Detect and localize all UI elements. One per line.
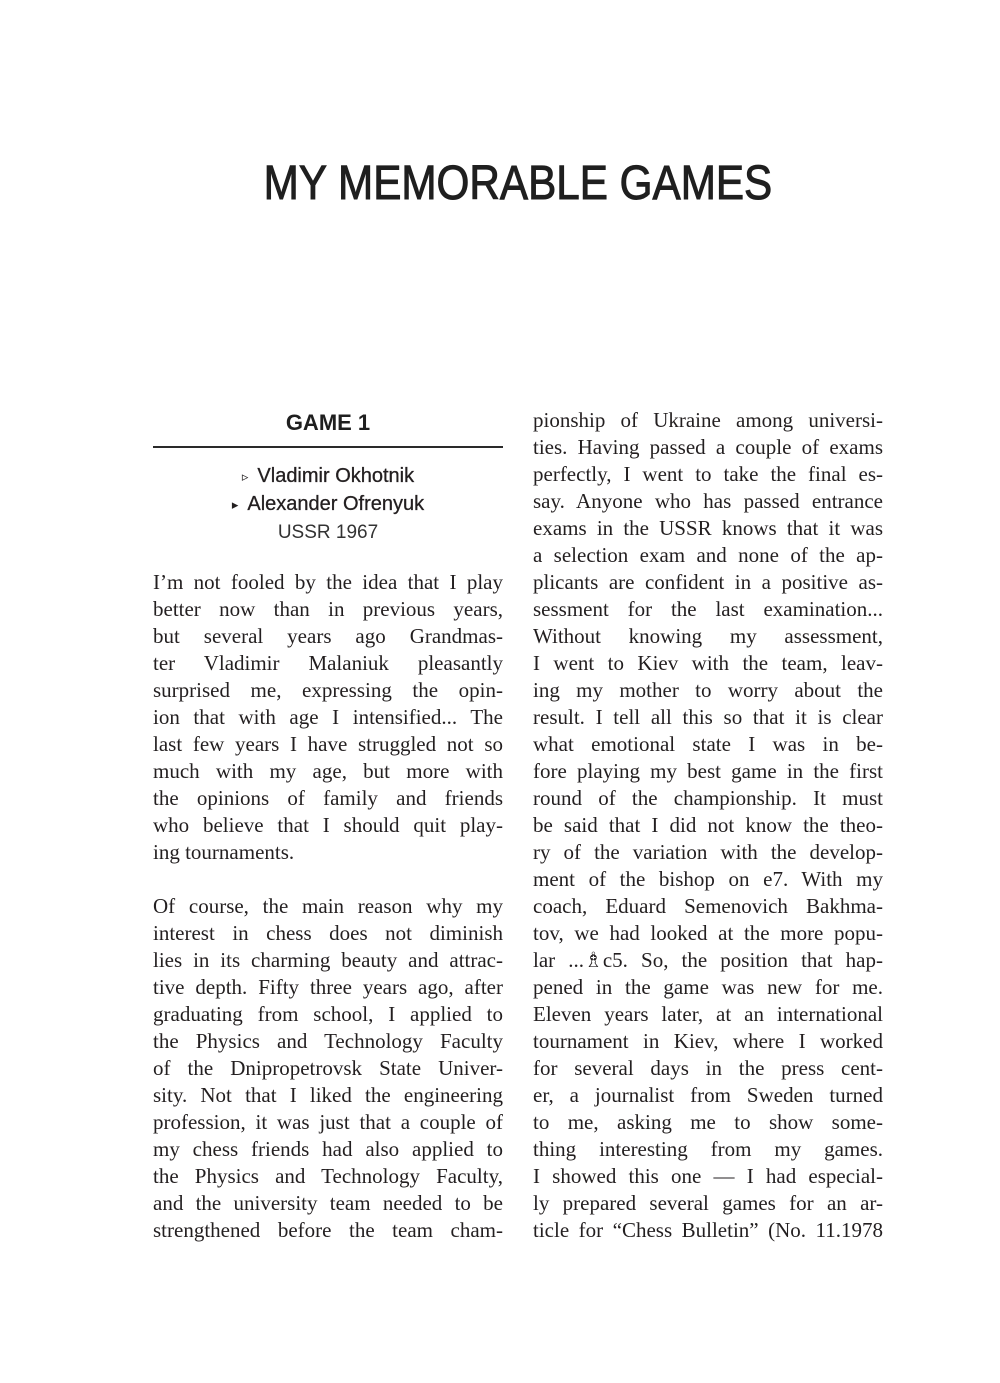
text-line: ion that with age I intensified... The: [153, 705, 503, 729]
text-line: I went to Kiev with the team, leav-: [533, 651, 883, 675]
text-line: for several days in the press cent-: [533, 1056, 883, 1080]
text-line: Of course, the main reason why my: [153, 894, 503, 918]
text-line: but several years ago Grandmas-: [153, 624, 503, 648]
text-line: thing interesting from my games.: [533, 1137, 883, 1161]
player-name: Vladimir Okhotnik: [257, 465, 415, 487]
text-line: be said that I did not know the theo-: [533, 813, 883, 837]
player-white: [153, 463, 503, 491]
event-info: USSR 1967: [277, 522, 379, 543]
text-line: plicants are confident in a positive as-: [533, 570, 883, 594]
white-triangle-icon: [242, 464, 249, 491]
text-line: the opinions of family and friends: [153, 786, 503, 810]
text-line: better now than in previous years,: [153, 597, 503, 621]
text-line: a selection exam and none of the ap-: [533, 543, 883, 567]
text-line: my chess friends had also applied to: [153, 1137, 503, 1161]
text-line: what emotional state I was in be-: [533, 732, 883, 756]
text-line: of the Dnipropetrovsk State Univer-: [153, 1056, 503, 1080]
text-line: and the university team needed to be: [153, 1191, 503, 1215]
text-line: exams in the USSR knows that it was: [533, 516, 883, 540]
text-line: much with my age, but more with: [153, 759, 503, 783]
left-text-block: [153, 569, 503, 1244]
text-line: who believe that I should quit play-: [153, 813, 503, 837]
text-line: ing tournaments.: [153, 840, 295, 864]
player-black: [153, 491, 503, 519]
text-line: Eleven years later, at an international: [533, 1002, 883, 1026]
text-line: profession, it was just that a couple of: [153, 1110, 503, 1134]
text-line: ly prepared several games for an ar-: [533, 1191, 883, 1215]
page-title: [153, 157, 883, 210]
text-line: ment of the bishop on e7. With my: [533, 867, 883, 891]
text-line: interest in chess does not diminish: [153, 921, 503, 945]
text-line: pened in the game was new for me.: [533, 975, 883, 999]
text-line: result. I tell all this so that it is clear: [533, 705, 883, 729]
game-header-info: [153, 463, 503, 546]
text-line: ing my mother to worry about the: [533, 678, 883, 702]
black-triangle-icon: [232, 492, 239, 519]
text-line: the Physics and Technology Faculty: [153, 1029, 503, 1053]
paragraph: [153, 893, 503, 1244]
text-line: to me, asking me to show some-: [533, 1110, 883, 1134]
text-line: I showed this one — I had especial-: [533, 1164, 883, 1188]
text-line: coach, Eduard Semenovich Bakhma-: [533, 894, 883, 918]
game-heading: GAME 1: [285, 410, 371, 435]
player-name: Alexander Ofrenyuk: [247, 493, 425, 515]
text-line: surprised me, expressing the opin-: [153, 678, 503, 702]
text-line: Without knowing my assessment,: [533, 624, 883, 648]
text-line: graduating from school, I applied to: [153, 1002, 503, 1026]
text-line: round of the championship. It must: [533, 786, 883, 810]
text-line: say. Anyone who has passed entrance: [533, 489, 883, 513]
text-line: last few years I have struggled not so: [153, 732, 503, 756]
paragraph: [153, 569, 503, 866]
text-line: ties. Having passed a couple of exams: [533, 435, 883, 459]
page-title-text: MY MEMORABLE GAMES: [263, 157, 773, 210]
text-line: er, a journalist from Sweden turned: [533, 1083, 883, 1107]
text-line: tournament in Kiev, where I worked: [533, 1029, 883, 1053]
text-line: I’m not fooled by the idea that I play: [153, 570, 503, 594]
text-line: strengthened before the team cham-: [153, 1218, 503, 1242]
text-line: sessment for the last examination...: [533, 597, 883, 621]
text-line: ry of the variation with the develop-: [533, 840, 883, 864]
right-column: [533, 407, 883, 1244]
text-line: pionship of Ukraine among universi-: [533, 408, 883, 432]
text-line: tov, we had looked at the more popu-: [533, 921, 883, 945]
text-line: ticle for “Chess Bulletin” (No. 11.1978: [533, 1218, 883, 1242]
text-line: the Physics and Technology Faculty,: [153, 1164, 503, 1188]
text-line: perfectly, I went to take the final es-: [533, 462, 883, 486]
text-line: tive depth. Fifty three years ago, after: [153, 975, 503, 999]
text-line: ter Vladimir Malaniuk pleasantly: [153, 651, 503, 675]
text-line: lies in its charming beauty and attrac-: [153, 948, 503, 972]
text-line: lar ...♗c5. So, the position that hap-: [533, 948, 883, 972]
paragraph: [533, 407, 883, 1244]
text-line: fore playing my best game in the first: [533, 759, 883, 783]
heading-divider: [153, 446, 503, 448]
text-line: sity. Not that I liked the engineering: [153, 1083, 503, 1107]
